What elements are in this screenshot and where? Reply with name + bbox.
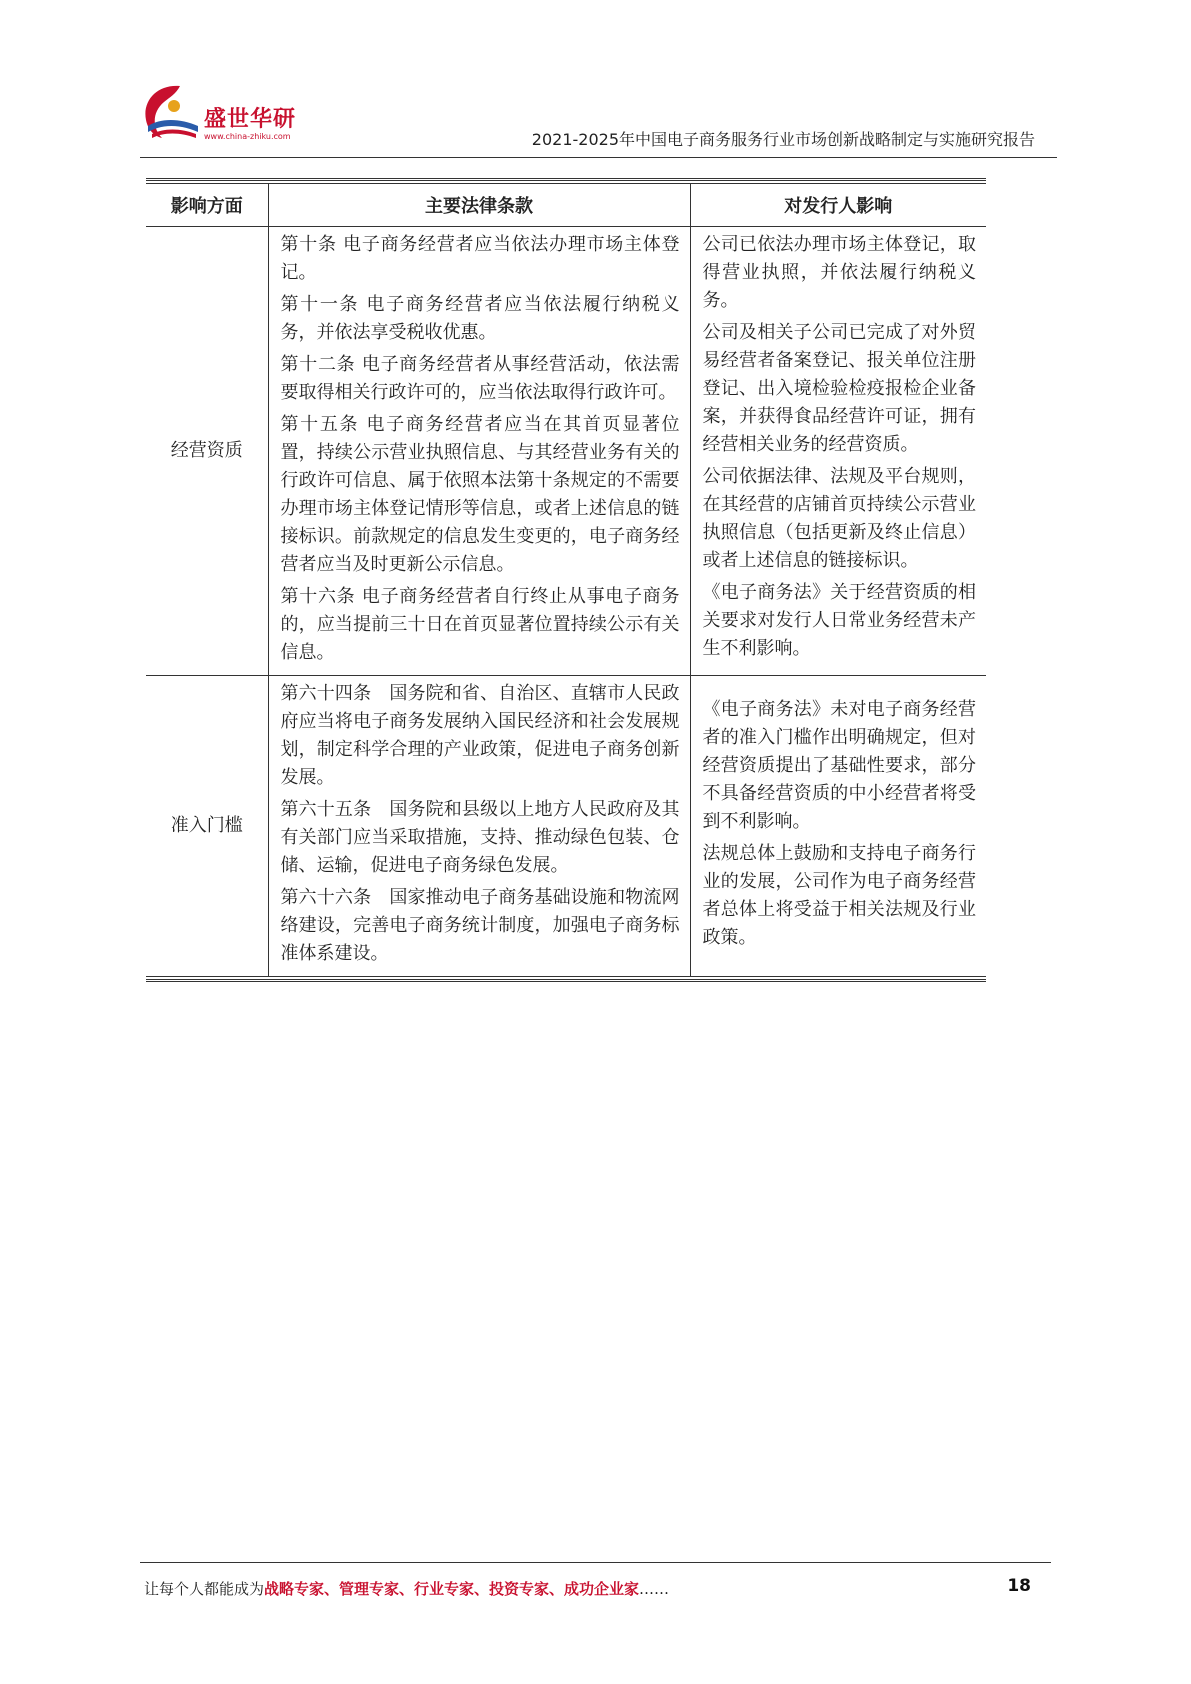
report-title: 2021-2025年中国电子商务服务行业市场创新战略制定与实施研究报告 xyxy=(531,130,1035,149)
logo-name: 盛世华研 xyxy=(204,107,297,132)
footer-divider xyxy=(140,1562,1051,1563)
clause-item: 第六十五条 国务院和县级以上地方人民政府及其有关部门应当采取措施，支持、推动绿色包装、仓储、运输，促进电子商务绿色发展。 xyxy=(280,799,680,876)
logo-url: www.china-zhiku.com xyxy=(204,132,291,141)
column-header-clauses: 主要法律条款 xyxy=(268,184,690,227)
table-row xyxy=(146,227,986,676)
impact-item: 公司依据法律、法规及平台规则，在其经营的店铺首页持续公示营业执照信息（包括更新及终止信息）或者上述信息的链接标识。 xyxy=(702,466,976,571)
aspect-cell: 经营资质 xyxy=(146,227,268,676)
column-header-impact: 对发行人影响 xyxy=(690,184,986,227)
footer-highlight: 战略专家、管理专家、行业专家、投资专家、成功企业家 xyxy=(264,1580,640,1598)
impact-cell xyxy=(690,227,986,676)
footer-slogan xyxy=(144,1578,669,1599)
table-bottom-rule xyxy=(146,976,986,982)
footer-prefix: 让每个人都能成为 xyxy=(144,1580,265,1598)
clause-item: 第六十四条 国务院和省、自治区、直辖市人民政府应当将电子商务发展纳入国民经济和社会发展规划，制定科学合理的产业政策，促进电子商务创新发展。 xyxy=(280,683,680,788)
clause-item: 第十一条 电子商务经营者应当依法履行纳税义务，并依法享受税收优惠。 xyxy=(280,294,680,343)
clause-item: 第十六条 电子商务经营者自行终止从事电子商务的，应当提前三十日在首页显著位置持续公示有关信息。 xyxy=(280,586,680,663)
impact-cell xyxy=(690,676,986,977)
clause-item: 第六十六条 国家推动电子商务基础设施和物流网络建设，完善电子商务统计制度，加强电子商务标准体系建设。 xyxy=(280,887,680,964)
clause-item: 第十二条 电子商务经营者从事经营活动，依法需要取得相关行政许可的，应当依法取得行政许可。 xyxy=(280,354,680,403)
column-header-aspect: 影响方面 xyxy=(146,184,268,227)
clauses-cell xyxy=(268,676,690,977)
impact-item: 《电子商务法》未对电子商务经营者的准入门槛作出明确规定，但对经营资质提出了基础性要求，部分不具备经营资质的中小经营者将受到不利影响。 xyxy=(702,699,976,832)
table-header-row xyxy=(146,184,986,227)
clauses-cell xyxy=(268,227,690,676)
impact-item: 公司及相关子公司已完成了对外贸易经营者备案登记、报关单位注册登记、出入境检验检疫报检企业备案，并获得食品经营许可证，拥有经营相关业务的经营资质。 xyxy=(702,322,976,455)
header-divider xyxy=(140,157,1057,158)
clause-item: 第十条 电子商务经营者应当依法办理市场主体登记。 xyxy=(280,234,680,283)
footer-suffix: …… xyxy=(639,1580,670,1598)
law-impact-table xyxy=(146,178,986,982)
company-logo xyxy=(140,82,310,148)
impact-item: 公司已依法办理市场主体登记，取得营业执照，并依法履行纳税义务。 xyxy=(702,234,976,311)
impact-item: 法规总体上鼓励和支持电子商务行业的发展，公司作为电子商务经营者总体上将受益于相关法规及行业政策。 xyxy=(702,843,976,948)
table-row xyxy=(146,676,986,977)
clause-item: 第十五条 电子商务经营者应当在其首页显著位置，持续公示营业执照信息、与其经营业务有关的行政许可信息、属于依照本法第十条规定的不需要办理市场主体登记情形等信息，或者上述信息的链接标识。前款规定的信息发生变更的，电子商务经营者应当及时更新公示信息。 xyxy=(280,414,680,575)
logo-swoosh-icon xyxy=(140,82,202,148)
page-number: 18 xyxy=(1007,1576,1031,1596)
aspect-cell: 准入门槛 xyxy=(170,815,243,836)
impact-item: 《电子商务法》关于经营资质的相关要求对发行人日常业务经营未产生不利影响。 xyxy=(702,582,976,659)
